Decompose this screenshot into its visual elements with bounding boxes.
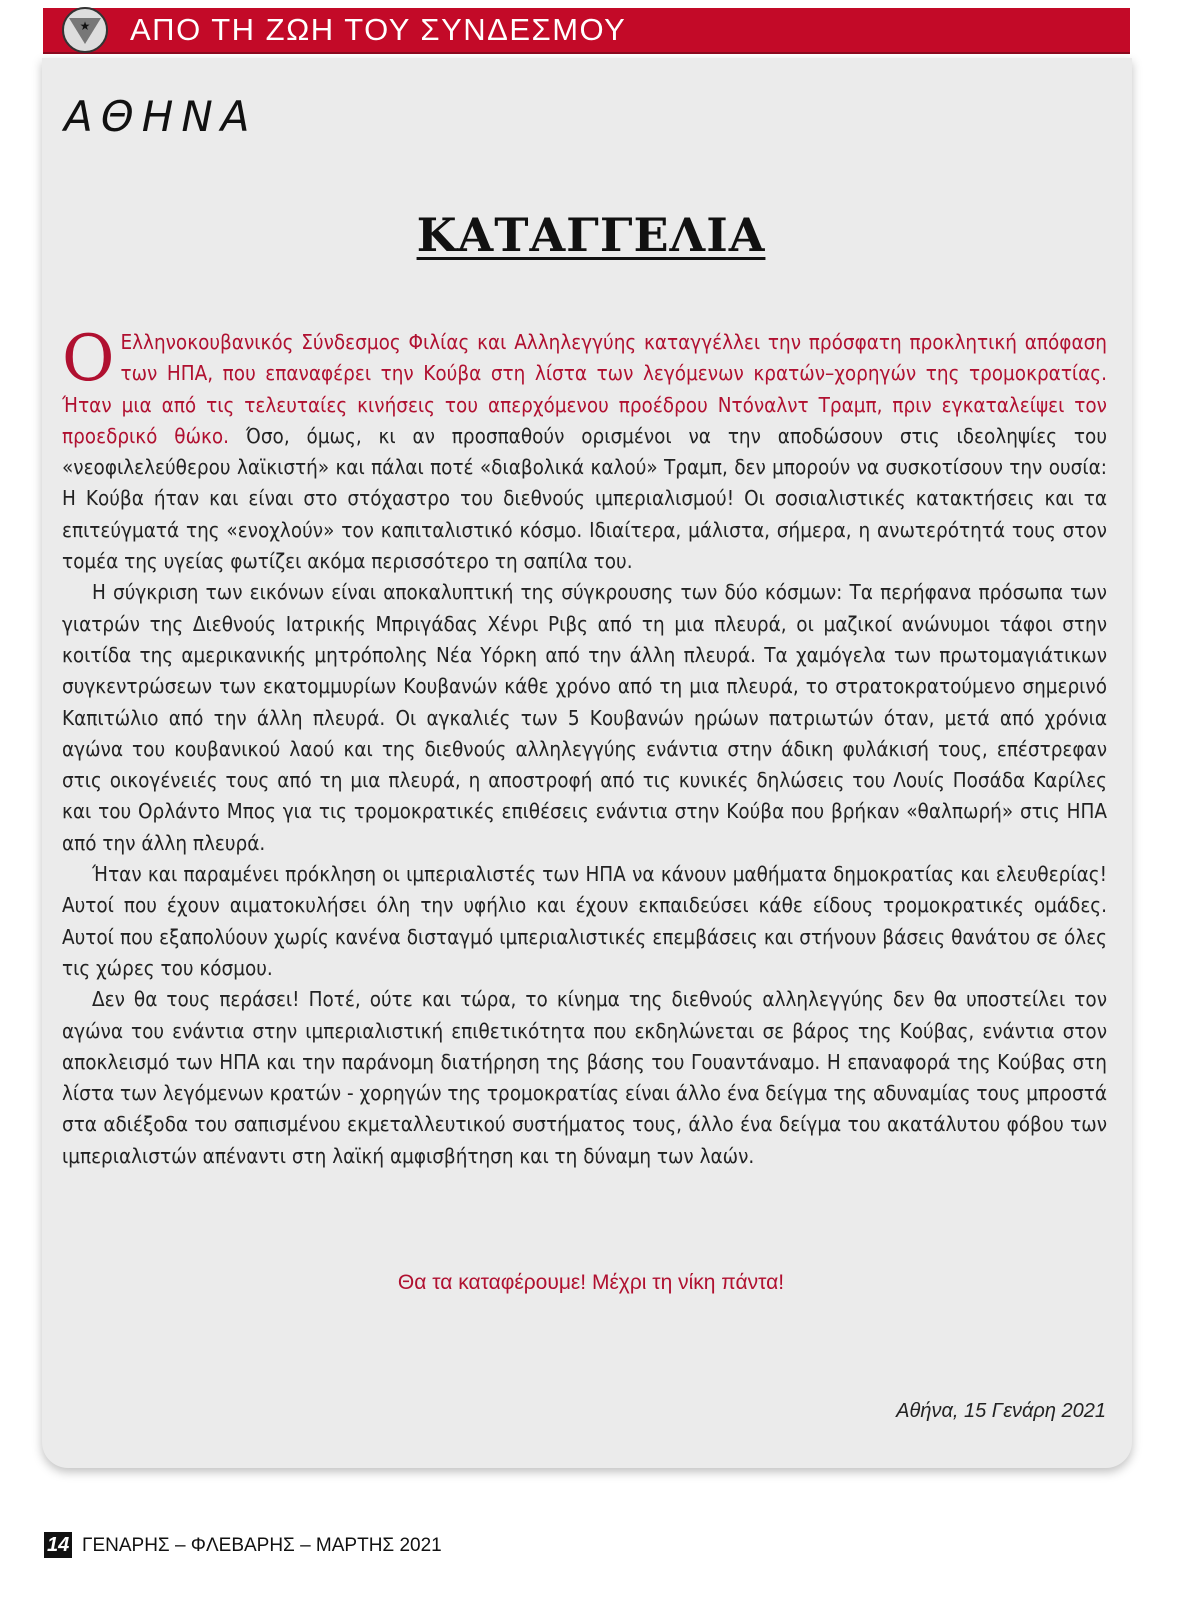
drop-cap: Ο	[62, 322, 115, 396]
paragraph: Ήταν και παραμένει πρόκληση οι ιμπεριαλιστές των ΗΠΑ να κάνουν μαθήματα δημοκρατίας και ελευθερίας! Αυτοί που έχουν αιματοκυλήσει όλη την υφήλιο και έχουν εκπαιδεύσει κάθε είδους τρομοκρατικές ομάδες. Αυτοί που εξαπολύουν χωρίς κανένα δισταγμό ιμπεριαλιστικές επεμβάσεις και στήνουν βάσεις θανάτου σε όλες τις χώρες του κόσμου.	[62, 862, 1107, 980]
article-title	[0, 208, 1182, 262]
paragraph: Δεν θα τους περάσει! Ποτέ, ούτε και τώρα, το κίνημα της διεθνούς αλληλεγγύης δεν θα υποστείλει τον αγώνα του ενάντια στην ιμπεριαλιστική επιθετικότητα που εκδηλώνεται σε βάρος της Κούβας, ενάντια στον αποκλεισμό των ΗΠΑ και την παράνομη διατήρηση της βάσης του Γουαντάναμο. Η επαναφορά της Κούβας στη λίστα των λεγόμενων κρατών - χορηγών της τρομοκρατίας είναι άλλο ένα δείγμα της αδυναμίας τους μπροστά στα αδιέξοδα του σαπισμένου εκμεταλλευτικού συστήματος τους, άλλο ένα δείγμα του ακατάλυτου φόβου των ιμπεριαλιστών απέναντι στη λαϊκή αμφισβήτηση και τη δύναμη των λαών.	[62, 987, 1107, 1168]
page-number: 14	[44, 1532, 72, 1558]
association-logo-icon: ★	[62, 7, 108, 53]
closing-slogan: Θα τα καταφέρουμε! Μέχρι τη νίκη πάντα!	[397, 1271, 785, 1294]
lead-rest: Όσο, όμως, κι αν προσπαθούν ορισμένοι να την αποδώσουν στις ιδεοληψίες του «νεοφιλελεύθερου λαϊκιστή» και πάλαι ποτέ «διαβολικά καλού» Τραμπ, δεν μπορούν να συσκοτίσουν την ουσία: Η Κούβα ήταν και είναι στο στόχαστρο του διεθνούς ιμπεριαλισμού! Οι σοσιαλιστικές κατακτήσεις και τα επιτεύγματά της «ενοχλούν» τον καπιταλιστικό κόσμο. Ιδιαίτερα, μάλιστα, σήμερα, η ανωτερότητά τους στον τομέα της υγείας φωτίζει ακόμα περισσότερο τη σαπίλα του.	[62, 423, 1107, 574]
section-title: ΑΠΟ ΤΗ ΖΩΗ ΤΟΥ ΣΥΝΔΕΣΜΟΥ	[130, 12, 627, 47]
city-heading: ΑΘΗΝΑ	[64, 92, 258, 141]
paragraph: Η σύγκριση των εικόνων είναι αποκαλυπτική της σύγκρουσης των δύο κόσμων: Τα περήφανα πρόσωπα των γιατρών της Διεθνούς Ιατρικής Μπριγάδας Χένρι Ριβς από τη μια πλευρά, οι μαζικοί ανώνυμοι τάφοι στην κοιτίδα της αμερικανικής μητρόπολης Νέα Υόρκη από την άλλη πλευρά. Τα χαμόγελα των πρωτομαγιάτικων συγκεντρώσεων των εκατομμυρίων Κουβανών κάθε χρόνο από τη μια πλευρά, το στρατοκρατούμενο σημερινό Καπιτώλιο από την άλλη πλευρά. Οι αγκαλιές των 5 Κουβανών ηρώων πατριωτών όταν, μετά από χρόνια αγώνα του κουβανικού λαού και της διεθνούς αλληλεγγύης ενάντια στην άδικη φυλάκισή τους, επέστρεφαν στις οικογένειές τους από τη μια πλευρά, η αποστροφή από τις κυνικές δηλώσεις του Λουίς Ποσάδα Καρίλες και του Ορλάντο Μπος για τις τρομοκρατικές επιθέσεις ενάντια στην Κούβα που βρήκαν «θαλπωρή» στις ΗΠΑ από την άλλη πλευρά.	[62, 580, 1107, 855]
article-date: Αθήνα, 15 Γενάρη 2021	[896, 1400, 1106, 1422]
issue-label: ΓΕΝΑΡΗΣ – ΦΛΕΒΑΡΗΣ – ΜΑΡΤΗΣ 2021	[82, 1535, 442, 1556]
article-title-text: ΚΑΤΑΓΓΕΛΙΑ	[416, 208, 766, 262]
lead-paragraph	[62, 322, 1107, 577]
article-body	[62, 322, 1107, 1172]
lead-highlight: Ελληνοκουβανικός Σύνδεσμος Φιλίας και Αλληλεγγύης καταγγέλλει την πρόσφατη προκλητική απόφαση των ΗΠΑ, που επαναφέρει την Κούβα στη λίστα των λεγόμενων κρατών–χορηγών της τρομοκρατίας. Ήταν μια από τις τελευταίες κινήσεις του απερχόμενου προέδρου Ντόναλντ Τραμπ, πριν εγκαταλείψει τον προεδρικό θώκο.	[62, 330, 1107, 448]
